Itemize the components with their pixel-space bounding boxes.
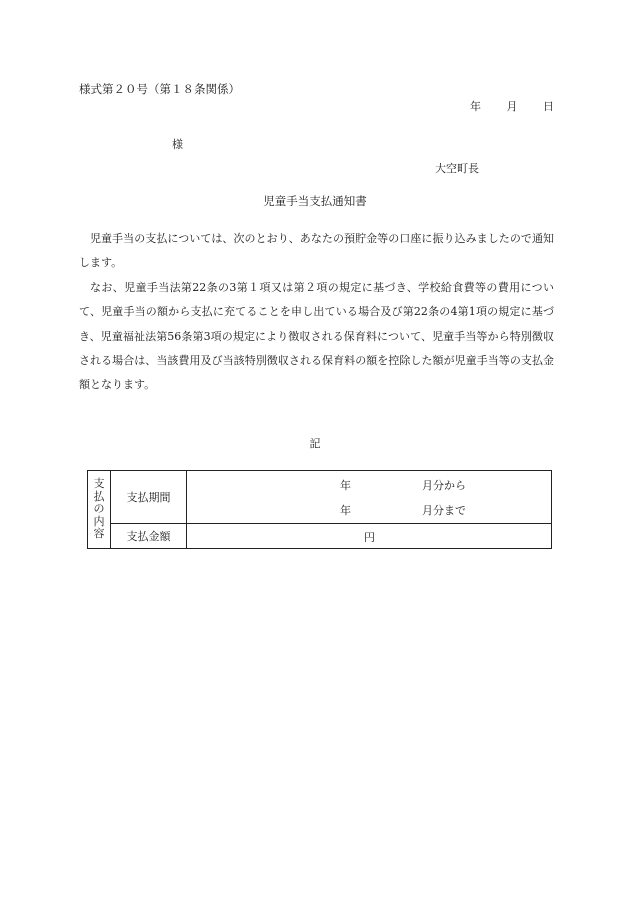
addressee-suffix: 様 bbox=[172, 138, 183, 151]
ki-heading: 記 bbox=[309, 437, 321, 450]
form-number: 様式第２０号（第１８条関係） bbox=[79, 82, 240, 96]
date-year: 年 bbox=[470, 100, 481, 113]
period-label: 支払期間 bbox=[111, 471, 187, 524]
amount-label: 支払金額 bbox=[111, 524, 187, 549]
period-value-cell bbox=[187, 471, 552, 524]
period-from-year: 年 bbox=[340, 479, 351, 492]
date-day: 日 bbox=[543, 100, 554, 113]
date-line bbox=[470, 98, 554, 114]
body-paragraph-1: 児童手当の支払については、次のとおり、あなたの預貯金等の口座に振り込みましたので通知します。 bbox=[79, 232, 554, 270]
section-label-cell bbox=[88, 471, 111, 549]
period-from-month: 月分から bbox=[422, 479, 466, 492]
period-to-year: 年 bbox=[340, 504, 351, 517]
body-paragraph-2: なお、児童手当法第22条の3第１項又は第２項の規定に基づき、学校給食費等の費用について、児童手当の額から支払に充てることを申し出ている場合及び第22条の4第1項の規定に基づき、児童福祉法第56条第3項の規定により徴収される保育料について、児童手当等から特別徴収される場合は、当該費用及び当該特別徴収される保育料の額を控除した額が児童手当等の支払金額となります。 bbox=[79, 280, 554, 392]
document-title: 児童手当支払通知書 bbox=[263, 194, 367, 208]
body-text bbox=[79, 227, 554, 398]
period-to-month: 月分まで bbox=[422, 504, 466, 517]
amount-value-cell bbox=[187, 524, 552, 549]
issuer-name: 大空町長 bbox=[435, 162, 479, 175]
section-label: 支払の内容 bbox=[93, 477, 105, 541]
amount-unit: 円 bbox=[364, 531, 375, 544]
payment-detail-table bbox=[87, 470, 552, 549]
date-month: 月 bbox=[506, 100, 518, 113]
